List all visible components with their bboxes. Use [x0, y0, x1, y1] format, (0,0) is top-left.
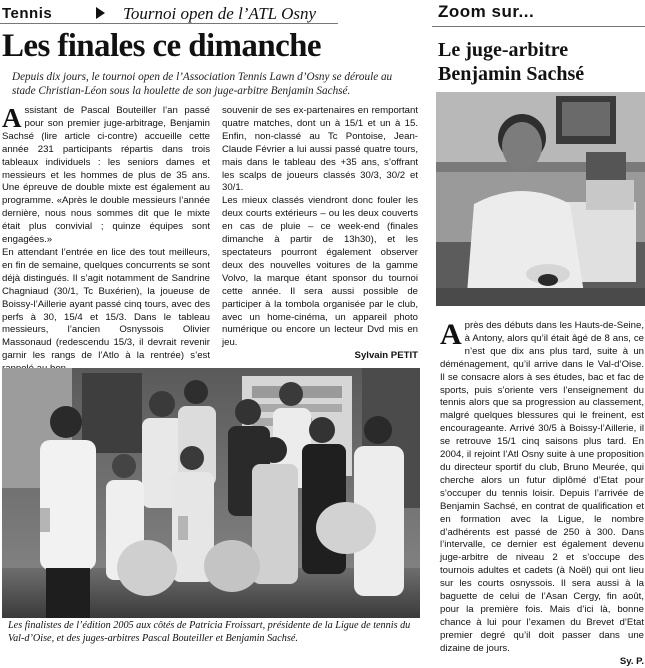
zoom-body	[440, 320, 644, 668]
portrait-photo	[436, 92, 645, 306]
zoom-divider	[432, 26, 645, 27]
zoom-signature: Sy. P.	[619, 655, 644, 667]
zoom-text: près des débuts dans les Hauts-de-Seine, à Antony, alors qu’il était âgé de 8 ans, ce n’est que dix ans plus tard, suite à un déménagement, qu’il arrive dans le Val-d’Oise. Il se consacre alors à ses études, bac et fac de sports, puis s’oriente vers l’enseignement du tennis alors que sa progression au classement, malgré quelques blessures qui le freinent, est encourageante. Arrivé 30/5 à Boissy-l’Aillerie, il se retrouve 15/1 cinq saisons plus tard. En 2004, il rejoint l’Atl Osny suite à une proposition du directeur sportif du club, Bruno Meurée, qui cherche alors un futur diplômé d’Etat pour s’occuper du tennis loisir. Depuis l’arrivée de Benjamin Sachsé, en contrat de qualification et en formation avec la Ligue, le nombre d’adhérents est passé de 250 à 300. Dans l’intervalle, ce dernier est également devenu juge-arbitre de niveau 2 et s’occupe des tournois adultes et cadets (à Noël) qui ont lieu sur les courts osnyssois. Il sera aussi à la baguette de celui de l’Asan Cergy, fin août, pour la première fois. Mais d’ici là, bonne chance à lui pour l’examen du Brevet d’Etat premier degré qu’il doit passer dans une dizaine de jours.	[440, 320, 644, 654]
zoom-title-line-1: Le juge-arbitre	[438, 39, 569, 61]
column1-paragraph-2: En attendant l’entrée en lice des tout meilleurs, en fin de semaine, quelques concurrents se sont déjà distingués. Il s’agit notamment de Sandrine Chagniaud (30/1, Tc Buxérien), la joueuse de Boissy-l’Aillerie ayant passé cinq tours, avec des perfs à 30, 15/4 et 15/3. Dans le tableau messieurs, l’ancien Osnyssois Olivier Massonaud (redescendu 15/3, il devrait revenir garnir les rangs de l’Atlo à la rentrée) s’est	[2, 246, 210, 362]
column2-paragraph-2: Les mieux classés viendront donc fouler les deux courts extérieurs – ou les deux couverts en cas de pluie – ce week-end (finales dimanche à partir de 13h30), et les spectateurs pourront également observer deux des nouvelles voitures de la gamme Volvo, la marque étant sponsor du tournoi cette année. Il sera aussi possible de participer à la tombola organisée par le club, avec un home-cinéma, un appareil photo numérique ou encore un lecteur Dvd mis en jeu.	[222, 195, 418, 349]
dropcap: A	[2, 103, 22, 133]
headline: Les finales ce dimanche	[2, 28, 321, 64]
article-column-1	[2, 105, 210, 363]
zoom-dropcap: A	[440, 318, 462, 351]
rubric-arrow-icon	[96, 7, 105, 19]
zoom-title	[438, 38, 643, 86]
finalists-photo	[2, 368, 420, 618]
zoom-title-line-2: Benjamin Sachsé	[438, 63, 585, 85]
photo-caption: Les finalistes de l’édition 2005 aux côtés de Patricia Froissart, présidente de la Ligue de tennis du Val-d’Oise, et des juges-arbitres Pascal Bouteiller et Benjamin Sachsé.	[8, 620, 411, 644]
column2-paragraph-1: souvenir de ses ex-partenaires en remportant quatre matches, dont un à 15/1 et un à 15. Enfin, non-classé au Tc Pontoise, Jean-Claude Février a lui aussi passé quatre tours, mais dans le tableau des +35 ans, s’offrant les scalps de joueurs classés 30/3, 30/2 et 30/1.	[222, 105, 418, 194]
article-column-2	[222, 105, 418, 363]
column1-text-1: ssistant de Pascal Bouteiller l’an passé pour son premier juge-arbitrage, Benjamin Sachsé (lire article ci-contre) accueille cette année 231 participants répartis dans trois tableaux individuels : les seniors dames et messieurs et les hommes de plus de 35 ans. Une épreuve de double mixte est également au programme. «Après le double messieurs l’année dernière, nous nous sommes dit que le mixte était plus convivial ; quinze équipes sont engagées.»	[2, 105, 210, 246]
article-signature: Sylvain PETIT	[354, 350, 418, 362]
kicker: Tournoi open de l’ATL Osny	[123, 4, 317, 23]
rubric-bar	[0, 2, 338, 24]
column1-paragraph-1	[2, 105, 210, 247]
article-lead: Depuis dix jours, le tournoi open de l’Association Tennis Lawn d’Osny se déroule au stade Christian-Léon sous la houlette de son juge-arbitre Benjamin Sachsé.	[12, 71, 393, 97]
section-label: Tennis	[2, 5, 53, 22]
zoom-sidebar	[432, 0, 645, 667]
zoom-rubric: Zoom sur...	[438, 2, 535, 21]
zoom-paragraph	[440, 320, 644, 656]
